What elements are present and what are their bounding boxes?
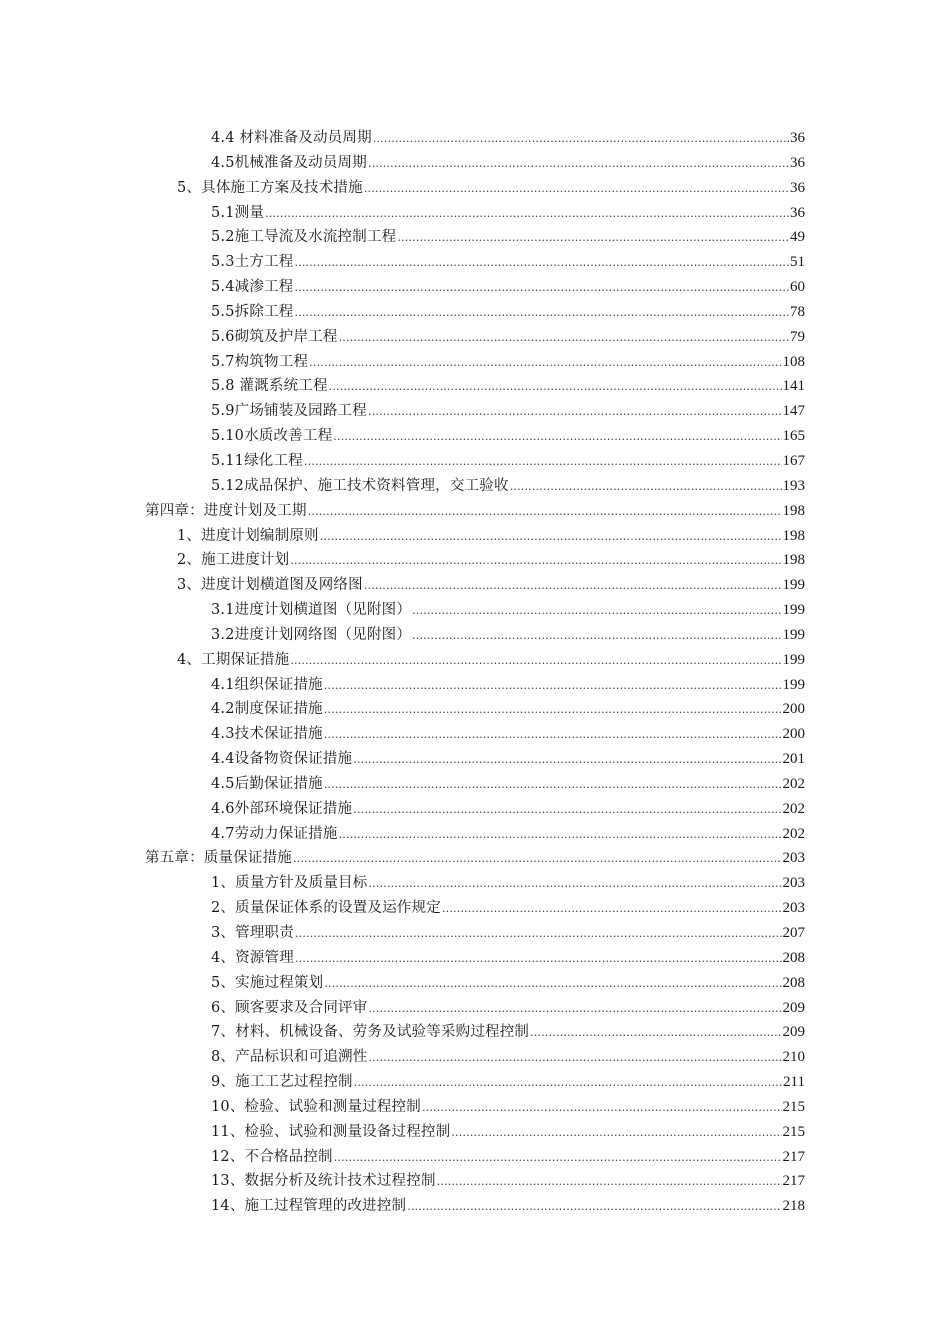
toc-entry-page-number: 215 xyxy=(782,1098,805,1115)
dot-leader xyxy=(324,674,782,699)
toc-entry-page-number: 202 xyxy=(782,825,805,842)
toc-row xyxy=(0,1045,950,1070)
toc-entry-title: 5.2施工导流及水流控制工程 xyxy=(211,229,397,246)
dot-leader xyxy=(451,1121,781,1146)
toc-entry-title: 5.12成品保护、施工技术资料管理，交工验收 xyxy=(211,477,509,494)
toc-entry-link[interactable] xyxy=(211,772,805,797)
dot-leader xyxy=(333,425,781,450)
toc-entry-title: 5.9广场铺装及园路工程 xyxy=(211,403,367,420)
toc-entry-page-number: 201 xyxy=(782,751,805,768)
toc-entry-page-number: 200 xyxy=(782,726,805,743)
toc-entry-page-number: 36 xyxy=(790,204,805,221)
toc-row xyxy=(0,673,950,698)
dot-leader xyxy=(364,177,789,202)
toc-entry-title: 3、管理职责 xyxy=(211,925,294,941)
table-of-contents xyxy=(0,126,950,1219)
toc-row xyxy=(0,176,950,201)
toc-row xyxy=(0,946,950,971)
dot-leader xyxy=(368,400,782,425)
toc-entry-title: 5.10水质改善工程 xyxy=(211,428,333,445)
toc-row xyxy=(0,1020,950,1045)
toc-entry-title: 5.3土方工程 xyxy=(211,254,294,271)
toc-entry-page-number: 218 xyxy=(782,1198,805,1215)
toc-entry-title: 4、资源管理 xyxy=(211,949,294,966)
toc-entry-link[interactable] xyxy=(177,548,805,573)
toc-entry-title: 13、数据分析及统计技术过程控制 xyxy=(211,1173,436,1190)
toc-entry-title: 5.1测量 xyxy=(211,204,265,221)
toc-entry-link[interactable] xyxy=(211,474,805,499)
dot-leader xyxy=(368,872,781,897)
toc-row xyxy=(0,449,950,474)
toc-entry-page-number: 147 xyxy=(782,403,805,420)
toc-entry-link[interactable] xyxy=(211,1070,805,1095)
dot-leader xyxy=(324,698,782,723)
dot-leader xyxy=(339,823,782,848)
dot-leader xyxy=(353,748,781,773)
toc-entry-page-number: 199 xyxy=(782,676,805,693)
toc-entry-link[interactable] xyxy=(211,151,805,176)
toc-entry-link[interactable] xyxy=(211,1020,805,1045)
dot-leader xyxy=(293,847,782,872)
toc-entry-link[interactable] xyxy=(211,449,805,474)
toc-row xyxy=(0,399,950,424)
dot-leader xyxy=(368,152,789,177)
toc-entry-page-number: 199 xyxy=(782,602,805,619)
toc-entry-page-number: 193 xyxy=(782,477,805,494)
toc-row xyxy=(0,225,950,250)
toc-row xyxy=(0,971,950,996)
dot-leader xyxy=(412,599,781,624)
toc-entry-title: 5.7构筑物工程 xyxy=(211,353,309,370)
toc-entry-title: 11、检验、试验和测量设备过程控制 xyxy=(211,1123,451,1140)
toc-row xyxy=(0,250,950,275)
toc-row xyxy=(0,598,950,623)
toc-entry-title: 4.4 材料准备及动员周期 xyxy=(211,130,372,146)
toc-entry-link[interactable] xyxy=(211,250,805,275)
toc-entry-page-number: 60 xyxy=(790,279,805,296)
toc-entry-page-number: 217 xyxy=(782,1173,805,1190)
toc-entry-page-number: 200 xyxy=(782,701,805,718)
toc-entry-title: 5.11绿化工程 xyxy=(211,452,303,469)
toc-entry-title: 5.8 灌溉系统工程 xyxy=(211,378,328,395)
dot-leader xyxy=(329,375,782,400)
toc-row xyxy=(0,797,950,822)
toc-entry-link[interactable] xyxy=(211,896,805,921)
toc-entry-title: 4.2制度保证措施 xyxy=(211,701,323,718)
toc-entry-title: 第四章：进度计划及工期 xyxy=(145,502,307,519)
toc-entry-page-number: 199 xyxy=(782,651,805,668)
toc-row xyxy=(0,126,950,151)
toc-entry-link[interactable] xyxy=(177,573,805,598)
toc-entry-title: 5.5拆除工程 xyxy=(211,303,294,320)
toc-entry-page-number: 198 xyxy=(782,527,805,544)
toc-row xyxy=(0,697,950,722)
toc-entry-link[interactable] xyxy=(211,325,805,350)
toc-entry-title: 4、工期保证措施 xyxy=(177,651,290,668)
toc-entry-title: 3.2进度计划网络图（见附图） xyxy=(211,626,412,643)
dot-leader xyxy=(294,301,789,326)
toc-entry-link[interactable] xyxy=(211,1095,805,1120)
toc-entry-page-number: 36 xyxy=(790,154,805,171)
toc-row xyxy=(0,623,950,648)
toc-row xyxy=(0,1169,950,1194)
dot-leader xyxy=(294,276,789,301)
toc-row xyxy=(0,722,950,747)
toc-row xyxy=(0,325,950,350)
dot-leader xyxy=(320,525,782,550)
toc-entry-title: 3、进度计划横道图及网络图 xyxy=(177,577,363,594)
toc-entry-title: 5、具体施工方案及技术措施 xyxy=(177,179,363,196)
toc-entry-link[interactable] xyxy=(145,846,805,871)
toc-row xyxy=(0,996,950,1021)
toc-entry-link[interactable] xyxy=(211,300,805,325)
dot-leader xyxy=(309,351,781,376)
dot-leader xyxy=(422,1096,782,1121)
toc-entry-link[interactable] xyxy=(211,424,805,449)
toc-entry-page-number: 210 xyxy=(782,1049,805,1066)
toc-entry-link[interactable] xyxy=(211,996,805,1021)
toc-entry-link[interactable] xyxy=(211,722,805,747)
dot-leader xyxy=(437,1170,782,1195)
toc-row xyxy=(0,474,950,499)
toc-entry-page-number: 78 xyxy=(790,303,805,320)
dot-leader xyxy=(290,649,781,674)
toc-entry-page-number: 198 xyxy=(782,552,805,569)
toc-entry-link[interactable] xyxy=(211,1194,805,1219)
toc-entry-link[interactable] xyxy=(211,673,805,698)
dot-leader xyxy=(397,226,789,251)
toc-entry-title: 1、质量方针及质量目标 xyxy=(211,875,368,892)
dot-leader xyxy=(324,773,782,798)
toc-entry-link[interactable] xyxy=(211,598,805,623)
toc-entry-title: 6、顾客要求及合同评审 xyxy=(211,999,368,1016)
toc-entry-link[interactable] xyxy=(211,1045,805,1070)
toc-row xyxy=(0,499,950,524)
toc-row xyxy=(0,648,950,673)
toc-row xyxy=(0,300,950,325)
toc-entry-page-number: 209 xyxy=(782,1024,805,1041)
toc-entry-title: 4.5机械准备及动员周期 xyxy=(211,154,367,171)
toc-entry-page-number: 203 xyxy=(782,875,805,892)
toc-entry-page-number: 207 xyxy=(782,925,805,941)
toc-entry-link[interactable] xyxy=(177,648,805,673)
toc-entry-title: 4.1组织保证措施 xyxy=(211,676,323,693)
toc-entry-link[interactable] xyxy=(211,399,805,424)
toc-entry-link[interactable] xyxy=(211,946,805,971)
dot-leader xyxy=(339,326,789,351)
dot-leader xyxy=(324,723,782,748)
toc-row xyxy=(0,822,950,847)
toc-entry-page-number: 49 xyxy=(790,229,805,246)
toc-row xyxy=(0,275,950,300)
toc-entry-page-number: 36 xyxy=(790,179,805,196)
toc-entry-page-number: 199 xyxy=(782,626,805,643)
dot-leader xyxy=(364,574,782,599)
toc-entry-page-number: 36 xyxy=(790,130,805,146)
toc-row xyxy=(0,1095,950,1120)
toc-row xyxy=(0,424,950,449)
toc-entry-title: 第五章：质量保证措施 xyxy=(145,850,292,867)
dot-leader xyxy=(265,202,789,227)
toc-entry-title: 2、施工进度计划 xyxy=(177,552,290,569)
toc-row xyxy=(0,374,950,399)
toc-entry-title: 8、产品标识和可追溯性 xyxy=(211,1049,368,1066)
dot-leader xyxy=(510,475,782,500)
toc-entry-title: 4.7劳动力保证措施 xyxy=(211,825,338,842)
toc-row xyxy=(0,747,950,772)
toc-entry-title: 4.3技术保证措施 xyxy=(211,726,323,743)
toc-entry-page-number: 217 xyxy=(782,1148,805,1165)
toc-entry-title: 10、检验、试验和测量过程控制 xyxy=(211,1098,421,1115)
dot-leader xyxy=(295,947,782,972)
dot-leader xyxy=(368,1046,781,1071)
toc-entry-link[interactable] xyxy=(211,623,805,648)
toc-entry-page-number: 51 xyxy=(790,254,805,271)
toc-row xyxy=(0,201,950,226)
toc-row xyxy=(0,846,950,871)
toc-entry-page-number: 202 xyxy=(782,800,805,817)
dot-leader xyxy=(308,500,782,525)
toc-entry-page-number: 167 xyxy=(782,452,805,469)
toc-entry-page-number: 211 xyxy=(783,1074,805,1091)
toc-entry-title: 4.6外部环境保证措施 xyxy=(211,800,353,817)
toc-row xyxy=(0,921,950,946)
dot-leader xyxy=(290,549,781,574)
dot-leader xyxy=(412,624,781,649)
toc-entry-title: 5.4减渗工程 xyxy=(211,279,294,296)
toc-row xyxy=(0,548,950,573)
dot-leader xyxy=(304,450,782,475)
toc-entry-page-number: 202 xyxy=(782,775,805,792)
dot-leader xyxy=(353,798,781,823)
toc-entry-title: 1、进度计划编制原则 xyxy=(177,527,319,544)
toc-row xyxy=(0,1120,950,1145)
toc-entry-link[interactable] xyxy=(211,201,805,226)
toc-entry-title: 5、实施过程策划 xyxy=(211,974,324,991)
toc-entry-link[interactable] xyxy=(145,499,805,524)
toc-entry-title: 4.4设备物资保证措施 xyxy=(211,751,353,768)
toc-entry-page-number: 208 xyxy=(782,974,805,991)
dot-leader xyxy=(354,1071,782,1096)
toc-row xyxy=(0,350,950,375)
dot-leader xyxy=(530,1021,781,1046)
toc-entry-title: 5.6砌筑及护岸工程 xyxy=(211,328,338,345)
toc-entry-link[interactable] xyxy=(211,374,805,399)
toc-entry-link[interactable] xyxy=(211,275,805,300)
dot-leader xyxy=(442,897,782,922)
toc-entry-title: 12、不合格品控制 xyxy=(211,1148,333,1165)
toc-entry-title: 9、施工工艺过程控制 xyxy=(211,1074,353,1091)
toc-entry-page-number: 208 xyxy=(782,949,805,966)
toc-entry-link[interactable] xyxy=(211,126,805,151)
toc-entry-link[interactable] xyxy=(211,971,805,996)
toc-entry-link[interactable] xyxy=(177,176,805,201)
toc-entry-link[interactable] xyxy=(211,797,805,822)
toc-entry-link[interactable] xyxy=(211,1145,805,1170)
toc-row xyxy=(0,896,950,921)
toc-row xyxy=(0,871,950,896)
toc-entry-link[interactable] xyxy=(211,225,805,250)
toc-row xyxy=(0,1145,950,1170)
dot-leader xyxy=(324,972,781,997)
toc-entry-page-number: 108 xyxy=(782,353,805,370)
dot-leader xyxy=(295,922,782,947)
dot-leader xyxy=(368,997,781,1022)
toc-entry-title: 3.1进度计划横道图（见附图） xyxy=(211,602,412,619)
toc-entry-title: 4.5后勤保证措施 xyxy=(211,775,323,792)
toc-entry-link[interactable] xyxy=(211,350,805,375)
toc-entry-page-number: 79 xyxy=(790,328,805,345)
toc-entry-page-number: 215 xyxy=(782,1123,805,1140)
toc-row xyxy=(0,1070,950,1095)
toc-entry-page-number: 203 xyxy=(782,850,805,867)
toc-entry-link[interactable] xyxy=(211,822,805,847)
toc-entry-page-number: 141 xyxy=(782,378,805,395)
toc-row xyxy=(0,1194,950,1219)
toc-entry-page-number: 198 xyxy=(782,502,805,519)
toc-entry-link[interactable] xyxy=(211,871,805,896)
dot-leader xyxy=(294,251,789,276)
toc-entry-link[interactable] xyxy=(211,1169,805,1194)
dot-leader xyxy=(373,127,789,152)
toc-entry-page-number: 199 xyxy=(782,577,805,594)
toc-entry-link[interactable] xyxy=(211,921,805,946)
toc-row xyxy=(0,772,950,797)
toc-entry-link[interactable] xyxy=(211,1120,805,1145)
toc-entry-title: 2、质量保证体系的设置及运作规定 xyxy=(211,900,441,917)
toc-entry-page-number: 165 xyxy=(782,428,805,445)
toc-entry-link[interactable] xyxy=(211,747,805,772)
dot-leader xyxy=(407,1195,781,1220)
toc-entry-link[interactable] xyxy=(211,697,805,722)
toc-entry-page-number: 209 xyxy=(782,999,805,1016)
toc-entry-title: 14、施工过程管理的改进控制 xyxy=(211,1198,407,1215)
toc-entry-page-number: 203 xyxy=(782,900,805,917)
toc-entry-link[interactable] xyxy=(177,524,805,549)
toc-row xyxy=(0,573,950,598)
toc-row xyxy=(0,524,950,549)
toc-entry-title: 7、材料、机械设备、劳务及试验等采购过程控制 xyxy=(211,1024,530,1041)
toc-row xyxy=(0,151,950,176)
dot-leader xyxy=(334,1146,782,1171)
